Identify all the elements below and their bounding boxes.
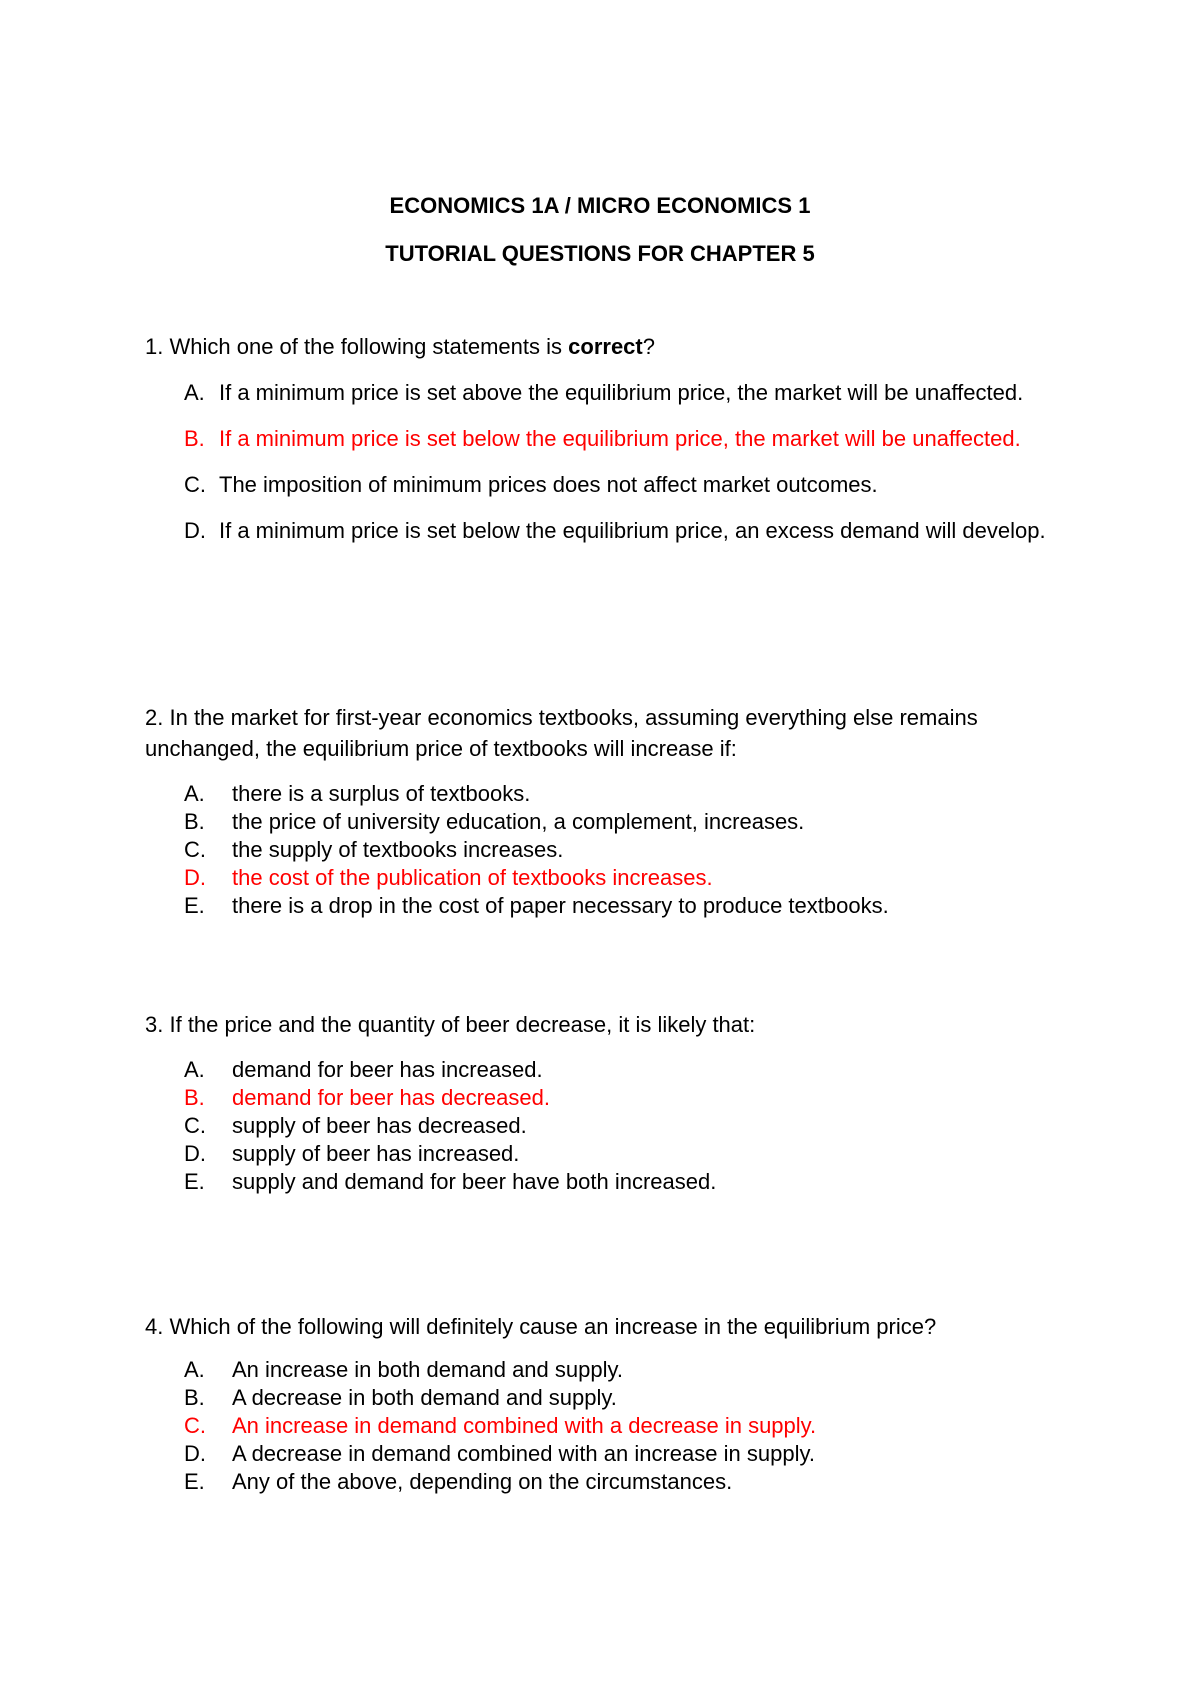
option-text: An increase in both demand and supply.	[232, 1357, 623, 1382]
question-text: In the market for first-year economics textbooks, assuming everything else remains unchanged, the equilibrium price of textbooks will increase if:	[145, 705, 978, 761]
question-number: 2.	[145, 705, 164, 730]
option-text: demand for beer has decreased.	[232, 1085, 550, 1110]
option-text: supply of beer has decreased.	[232, 1113, 527, 1138]
option-letter: E.	[184, 893, 205, 918]
option-text: If a minimum price is set above the equilibrium price, the market will be unaffected.	[219, 380, 1024, 405]
option-letter: A.	[184, 1057, 205, 1082]
option-4a	[184, 1356, 1074, 1384]
question-number: 4.	[145, 1314, 164, 1339]
question-3-options	[184, 1056, 1074, 1196]
question-text: If the price and the quantity of beer decrease, it is likely that:	[169, 1012, 756, 1037]
option-letter: C.	[184, 1113, 206, 1138]
option-letter: B.	[184, 1085, 205, 1110]
option-text: Any of the above, depending on the circumstances.	[232, 1469, 733, 1494]
option-letter: C.	[184, 472, 206, 497]
question-text: Which one of the following statements is	[169, 334, 569, 359]
option-letter: A.	[184, 781, 205, 806]
option-3b-correct	[184, 1084, 1074, 1112]
option-1d	[184, 516, 1074, 546]
option-3d	[184, 1140, 1074, 1168]
option-3c	[184, 1112, 1074, 1140]
option-1a	[184, 378, 1074, 408]
tutorial-subtitle: TUTORIAL QUESTIONS FOR CHAPTER 5	[385, 241, 815, 266]
option-letter: A.	[184, 380, 205, 405]
option-letter: B.	[184, 809, 205, 834]
question-number: 1.	[145, 334, 164, 359]
option-letter: D.	[184, 1441, 206, 1466]
question-2	[145, 702, 1075, 764]
option-text: If a minimum price is set below the equilibrium price, an excess demand will develop.	[219, 518, 1046, 543]
option-3e	[184, 1168, 1074, 1196]
option-letter: A.	[184, 1357, 205, 1382]
option-letter: E.	[184, 1169, 205, 1194]
option-text: The imposition of minimum prices does not affect market outcomes.	[219, 472, 878, 497]
question-number: 3.	[145, 1012, 164, 1037]
option-4b	[184, 1384, 1074, 1412]
option-2e	[184, 892, 1074, 920]
option-letter: D.	[184, 518, 206, 543]
option-letter: D.	[184, 1141, 206, 1166]
option-2b	[184, 808, 1074, 836]
option-letter: C.	[184, 837, 206, 862]
option-letter: B.	[184, 426, 205, 451]
option-text: the price of university education, a complement, increases.	[232, 809, 805, 834]
option-text: the cost of the publication of textbooks increases.	[232, 865, 713, 890]
option-text: An increase in demand combined with a decrease in supply.	[232, 1413, 817, 1438]
option-2c	[184, 836, 1074, 864]
option-1c	[184, 470, 1074, 500]
option-text: A decrease in both demand and supply.	[232, 1385, 617, 1410]
question-text: Which of the following will definitely cause an increase in the equilibrium price?	[169, 1314, 937, 1339]
option-text: there is a surplus of textbooks.	[232, 781, 531, 806]
course-title: ECONOMICS 1A / MICRO ECONOMICS 1	[389, 193, 811, 218]
question-1	[145, 331, 1075, 362]
option-4e	[184, 1468, 1074, 1496]
question-text-end: ?	[642, 334, 655, 359]
option-2a	[184, 780, 1074, 808]
option-letter: D.	[184, 865, 206, 890]
question-4-options	[184, 1356, 1074, 1496]
question-3	[145, 1009, 1075, 1040]
option-text: supply of beer has increased.	[232, 1141, 520, 1166]
option-letter: C.	[184, 1413, 206, 1438]
question-1-options	[184, 378, 1074, 562]
option-text: A decrease in demand combined with an increase in supply.	[232, 1441, 815, 1466]
option-text: the supply of textbooks increases.	[232, 837, 564, 862]
option-letter: B.	[184, 1385, 205, 1410]
option-4c-correct	[184, 1412, 1074, 1440]
option-1b-correct	[184, 424, 1074, 454]
option-text: If a minimum price is set below the equilibrium price, the market will be unaffected.	[219, 426, 1021, 451]
option-4d	[184, 1440, 1074, 1468]
option-3a	[184, 1056, 1074, 1084]
option-2d-correct	[184, 864, 1074, 892]
question-emphasis: correct	[568, 334, 643, 359]
question-2-options	[184, 780, 1074, 920]
option-text: supply and demand for beer have both increased.	[232, 1169, 717, 1194]
option-text: there is a drop in the cost of paper necessary to produce textbooks.	[232, 893, 889, 918]
option-letter: E.	[184, 1469, 205, 1494]
option-text: demand for beer has increased.	[232, 1057, 543, 1082]
question-4	[145, 1311, 1075, 1342]
